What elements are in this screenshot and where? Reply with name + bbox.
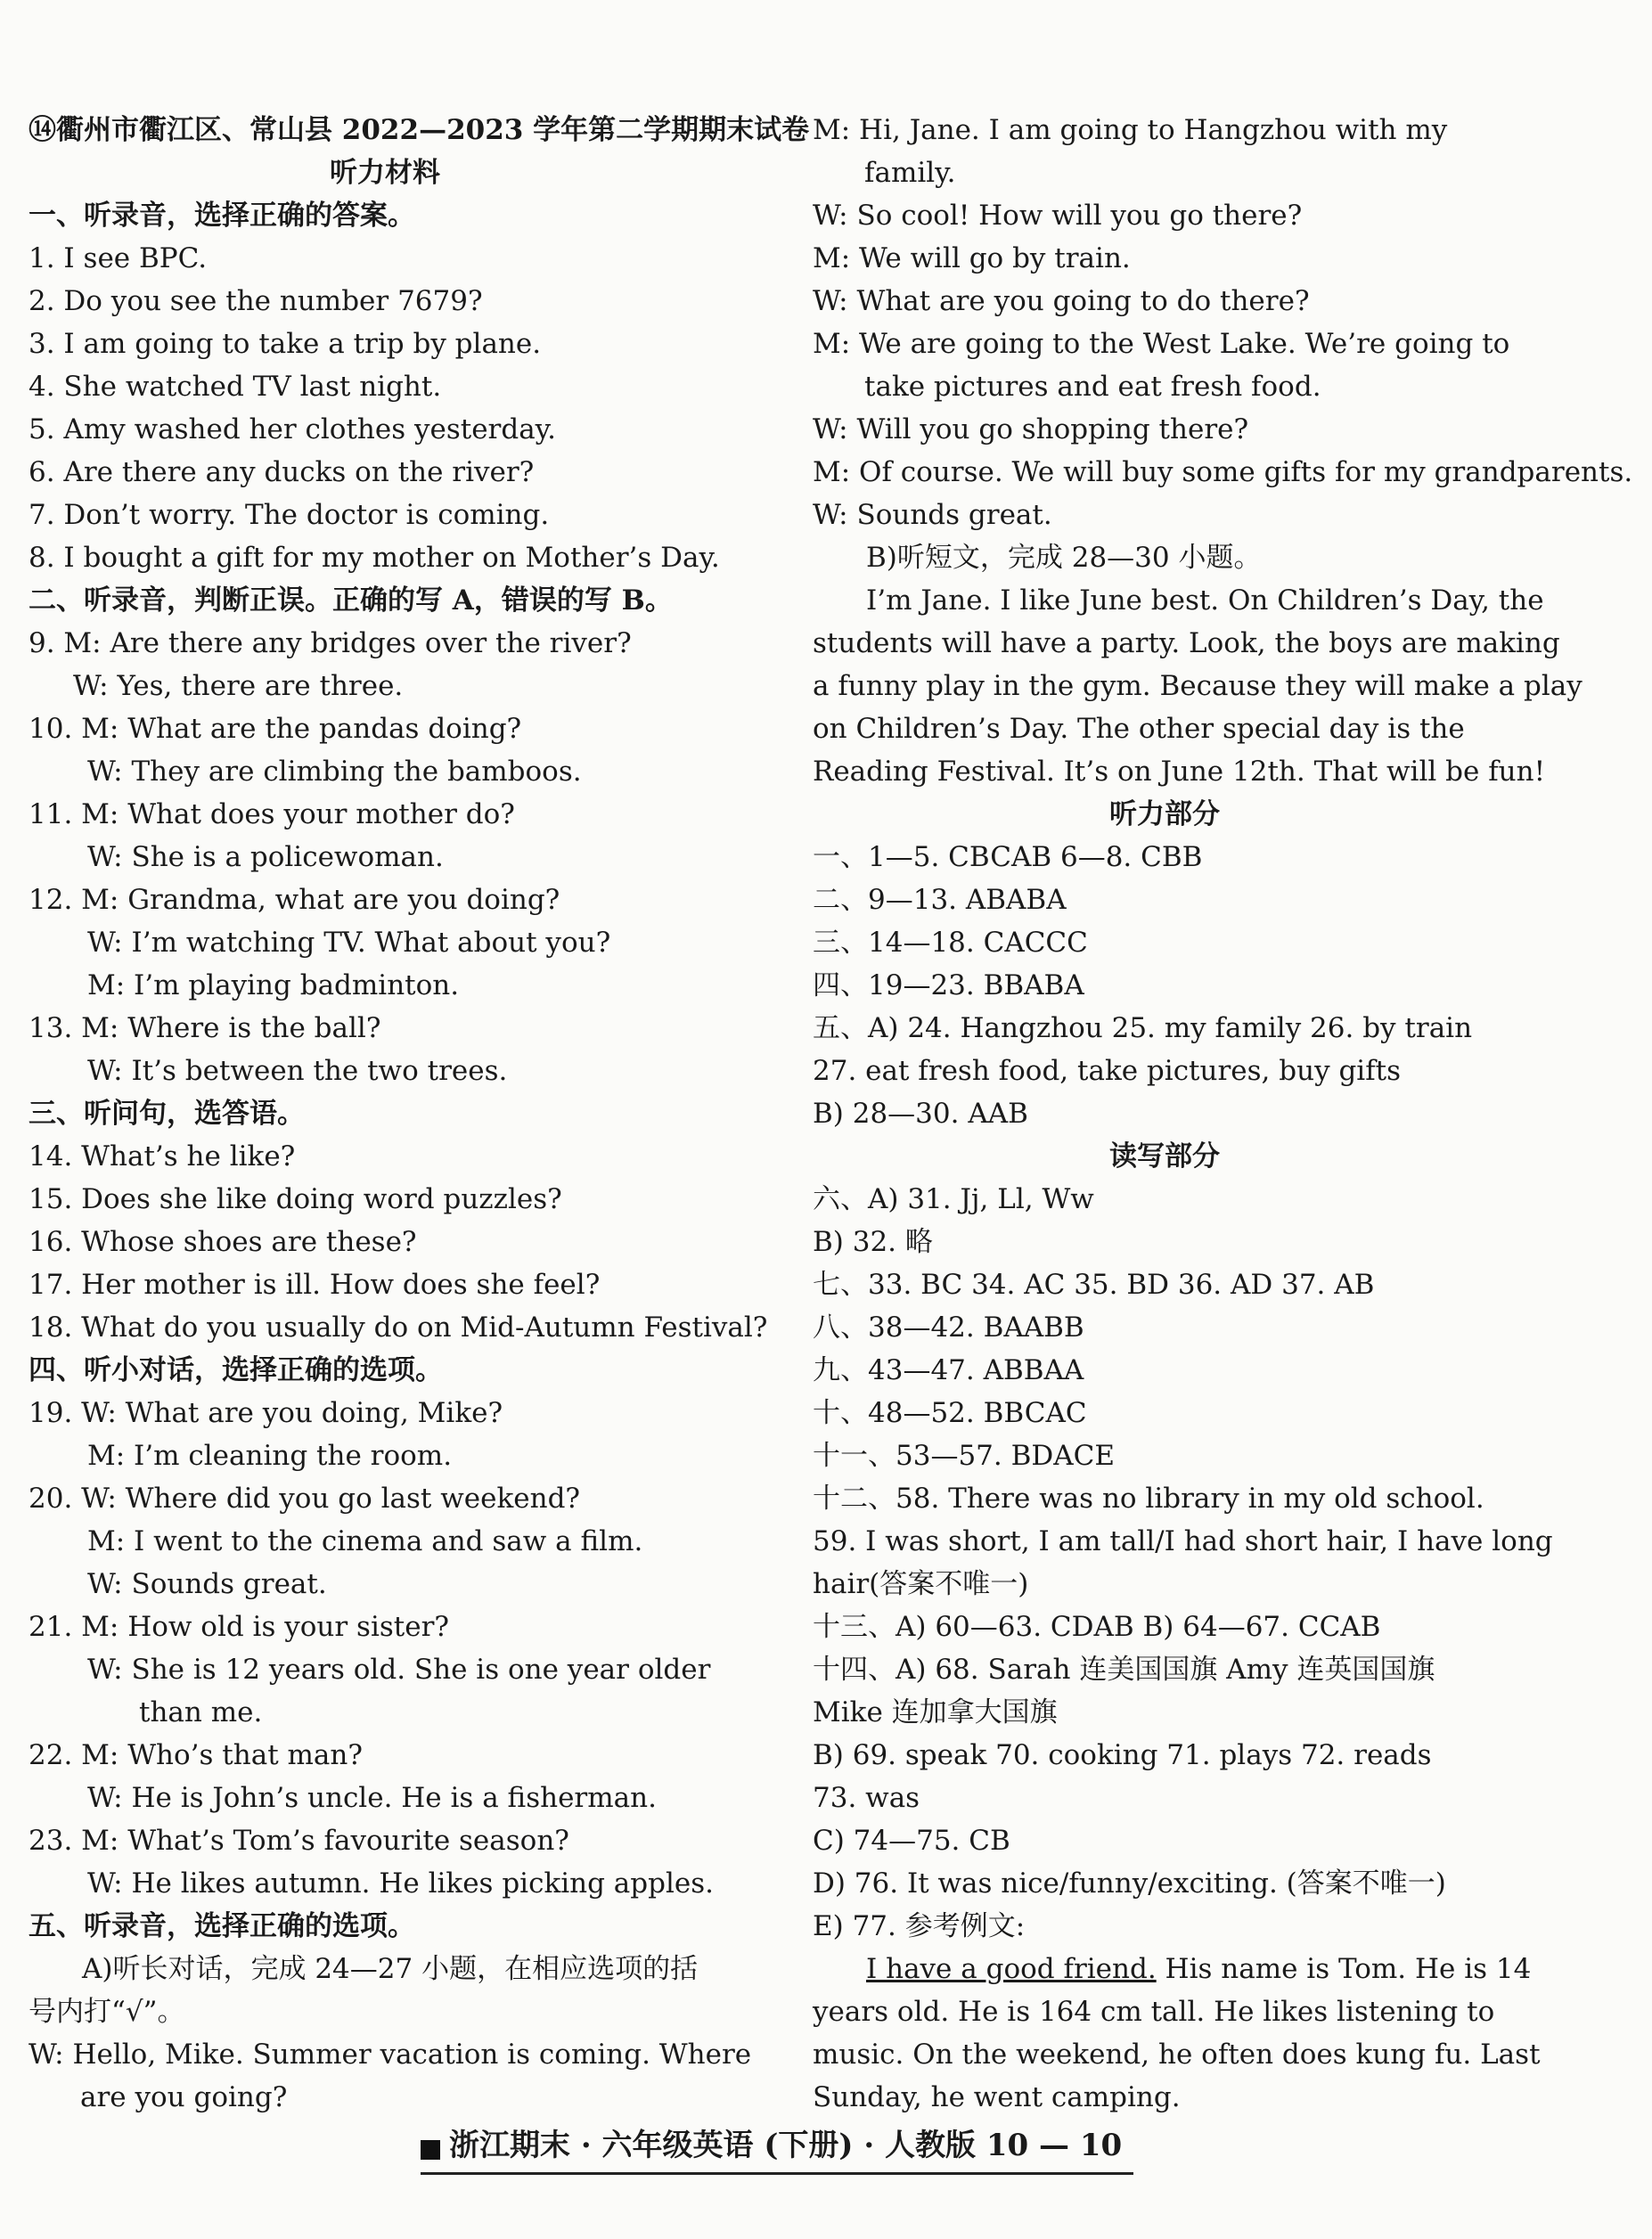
right-line: W: Will you go shopping there? [813,413,1249,445]
left-line: W: Yes, there are three. [73,670,404,702]
line-text: His name is Tom. He is 14 [1156,1953,1532,1985]
left-line: 4. She watched TV last night. [29,371,442,403]
right-line: M: Of course. We will buy some gifts for my grandparents. [813,456,1633,488]
right-line: 九、43—47. ABBAA [813,1354,1084,1386]
right-line: C) 74—75. CB [813,1825,1010,1857]
left-line: 6. Are there any ducks on the river? [29,456,535,488]
right-line: M: We will go by train. [813,242,1131,274]
left-line: M: I’m playing badminton. [87,969,460,1001]
left-column [29,109,810,2119]
right-line: on Children’s Day. The other special day is the [813,713,1465,745]
right-line: 读写部分 [1109,1140,1220,1173]
right-line: family. [864,157,956,189]
right-line: 三、14—18. CACCC [813,927,1088,959]
right-line: W: Sounds great. [813,499,1052,531]
black-square-icon [421,2140,440,2160]
right-line: years old. He is 164 cm tall. He likes listening to [813,1996,1495,2028]
right-line: 十四、A) 68. Sarah 连美国国旗 Amy 连英国国旗 [813,1654,1435,1686]
right-line: 六、A) 31. Jj, Ll, Ww [813,1183,1094,1215]
left-line: W: He is John’s uncle. He is a fisherman. [87,1782,657,1814]
left-line: 三、听问句，选答语。 [29,1098,305,1130]
left-line: 五、听录音，选择正确的选项。 [29,1910,415,1942]
left-line: 22. M: Who’s that man? [29,1739,363,1771]
left-line: ⑭衢州市衢江区、常山县 2022—2023 学年第二学期期末试卷 [29,114,810,146]
left-line: 12. M: Grandma, what are you doing? [29,884,560,916]
right-line: M: We are going to the West Lake. We’re going to [813,328,1510,360]
right-line: 二、9—13. ABABA [813,884,1067,916]
right-line: B) 28—30. AAB [813,1098,1028,1130]
right-line: a funny play in the gym. Because they will make a play [813,670,1582,702]
left-line: 18. What do you usually do on Mid-Autumn Festival? [29,1312,768,1344]
right-line: 听力部分 [1109,798,1220,830]
left-line: W: They are climbing the bamboos. [87,756,582,788]
right-line: B) 69. speak 70. cooking 71. plays 72. reads [813,1739,1432,1771]
left-line: 7. Don’t worry. The doctor is coming. [29,499,550,531]
left-line: 号内打“√”。 [29,1996,185,2028]
right-line: E) 77. 参考例文: [813,1910,1026,1942]
left-line: 二、听录音，判断正误。正确的写 A，错误的写 B。 [29,584,673,617]
left-line: W: It’s between the two trees. [87,1055,508,1087]
right-line: 七、33. BC 34. AC 35. BD 36. AD 37. AB [813,1269,1375,1301]
right-line: M: Hi, Jane. I am going to Hangzhou with my [813,114,1448,146]
left-line: 17. Her mother is ill. How does she feel? [29,1269,601,1301]
left-line: 23. M: What’s Tom’s favourite season? [29,1825,569,1857]
left-line: W: Hello, Mike. Summer vacation is coming. Where [29,2039,752,2071]
left-line: 9. M: Are there any bridges over the river? [29,627,632,659]
left-line: W: She is a policewoman. [87,841,444,873]
right-line: 27. eat fresh food, take pictures, buy gifts [813,1055,1402,1087]
right-line: 十三、A) 60—63. CDAB B) 64—67. CCAB [813,1611,1381,1643]
right-line: 十一、53—57. BDACE [813,1440,1115,1472]
right-line: I’m Jane. I like June best. On Children’s Day, the [866,584,1544,617]
right-line: 十、48—52. BBCAC [813,1397,1087,1429]
left-line: are you going? [80,2081,288,2113]
left-line: M: I went to the cinema and saw a film. [87,1525,643,1557]
left-line: 10. M: What are the pandas doing? [29,713,522,745]
underlined-sentence: I have a good friend. [866,1953,1157,1985]
right-line: 四、19—23. BBABA [813,969,1084,1001]
left-line: 8. I bought a gift for my mother on Mother’s Day. [29,542,720,574]
left-line: 1. I see BPC. [29,242,208,274]
right-line: take pictures and eat fresh food. [864,371,1321,403]
left-line: 11. M: What does your mother do? [29,798,515,830]
left-line: W: Sounds great. [87,1568,327,1600]
left-line: W: He likes autumn. He likes picking apples. [87,1867,714,1900]
right-line: B)听短文，完成 28—30 小题。 [866,542,1262,574]
left-line: 16. Whose shoes are these? [29,1226,417,1258]
left-line: 13. M: Where is the ball? [29,1012,381,1044]
right-line: W: What are you going to do there? [813,285,1310,317]
right-line: 五、A) 24. Hangzhou 25. my family 26. by train [813,1012,1473,1044]
left-line: 听力材料 [330,157,440,189]
right-line: 一、1—5. CBCAB 6—8. CBB [813,841,1203,873]
right-line: 73. was [813,1782,920,1814]
left-line: 5. Amy washed her clothes yesterday. [29,413,556,445]
left-line: than me. [139,1696,263,1728]
right-line: 八、38—42. BAABB [813,1312,1084,1344]
right-line [813,1948,1532,1990]
right-line: students will have a party. Look, the boys are making [813,627,1560,659]
left-line: 一、听录音，选择正确的答案。 [29,200,415,232]
right-column [813,109,1633,2119]
right-line: Reading Festival. It’s on June 12th. That will be fun! [813,756,1546,788]
left-line: 2. Do you see the number 7679? [29,285,483,317]
left-line: 20. W: Where did you go last weekend? [29,1483,581,1515]
right-line: W: So cool! How will you go there? [813,200,1303,232]
right-line: 59. I was short, I am tall/I had short hair, I have long [813,1525,1553,1557]
left-line: M: I’m cleaning the room. [87,1440,453,1472]
left-line: 15. Does she like doing word puzzles? [29,1183,562,1215]
right-line: Sunday, he went camping. [813,2081,1181,2113]
left-line: 四、听小对话，选择正确的选项。 [29,1354,443,1386]
right-line: music. On the weekend, he often does kung fu. Last [813,2039,1541,2071]
left-line: W: I’m watching TV. What about you? [87,927,611,959]
right-line: B) 32. 略 [813,1226,933,1258]
left-line: 3. I am going to take a trip by plane. [29,328,542,360]
left-line: 14. What’s he like? [29,1140,296,1173]
page-footer [421,2119,1133,2175]
right-line: D) 76. It was nice/funny/exciting. (答案不唯一) [813,1867,1446,1900]
left-line: W: She is 12 years old. She is one year older [87,1654,711,1686]
left-line: A)听长对话，完成 24—27 小题，在相应选项的括 [82,1953,699,1985]
right-line: hair(答案不唯一) [813,1568,1029,1600]
left-line: 19. W: What are you doing, Mike? [29,1397,503,1429]
left-line: 21. M: How old is your sister? [29,1611,450,1643]
right-line: Mike 连加拿大国旗 [813,1696,1058,1728]
right-line: 十二、58. There was no library in my old school. [813,1483,1484,1515]
footer-text: 浙江期末 · 六年级英语 (下册) · 人教版 10 — 10 [449,2128,1123,2163]
